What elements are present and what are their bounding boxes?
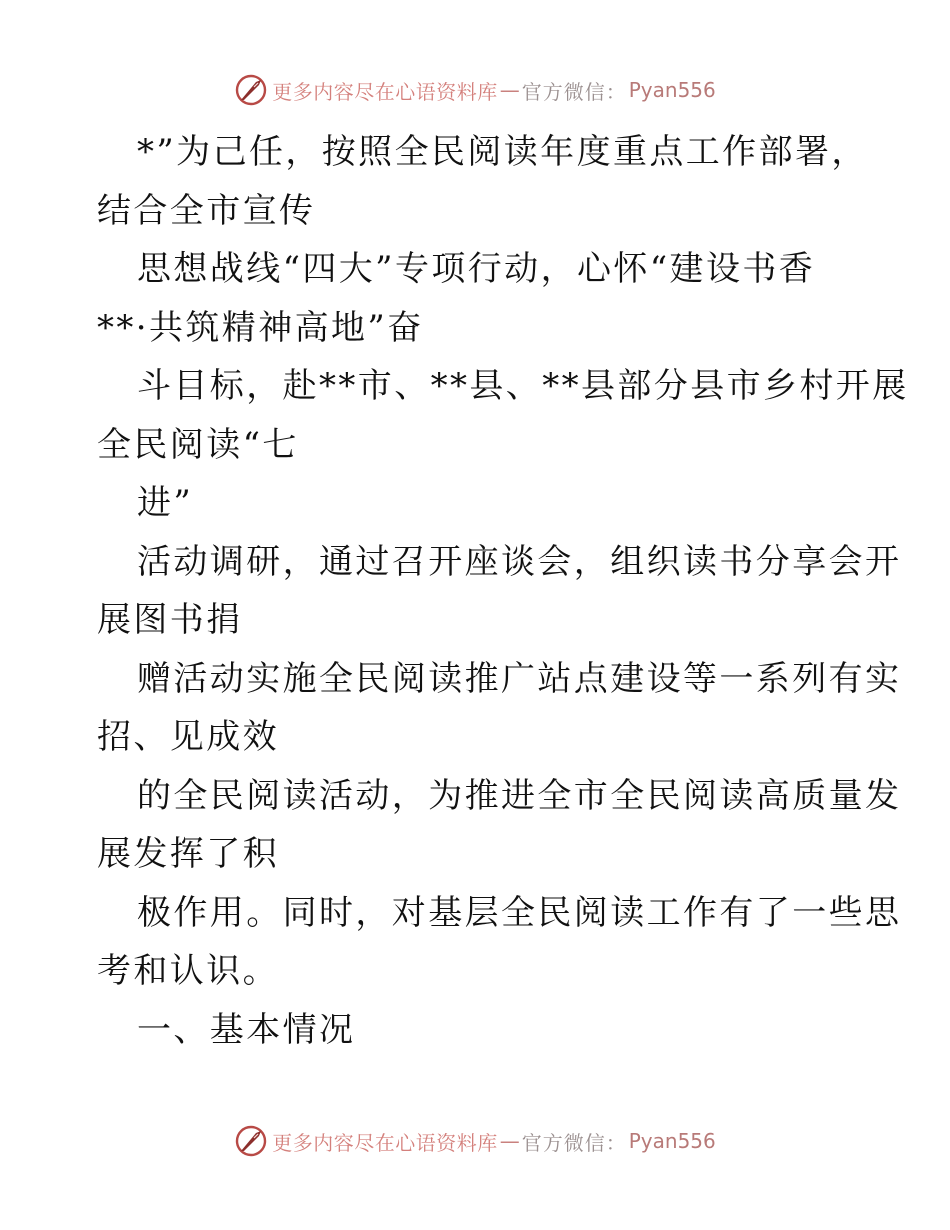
header-watermark bbox=[0, 70, 950, 110]
text-line: 全民阅读“七 bbox=[97, 424, 299, 465]
watermark-text: 更多内容尽在心语资料库 bbox=[272, 79, 498, 104]
quill-logo-icon bbox=[234, 73, 268, 107]
watermark-id: Pyan556 bbox=[628, 78, 716, 102]
watermark-label: 官方微信： bbox=[521, 1130, 627, 1155]
text-line: 招、见成效 bbox=[97, 717, 279, 757]
watermark-label: 官方微信： bbox=[521, 79, 627, 104]
document-body bbox=[97, 123, 909, 1059]
text-line: 一、基本情况 bbox=[137, 1009, 356, 1050]
text-line: 斗目标，赴**市、**县、**县部分县市乡村开展 bbox=[137, 366, 909, 406]
text-line: 进” bbox=[137, 483, 194, 523]
text-line: 活动调研，通过召开座谈会，组织读书分享会开 bbox=[137, 541, 902, 582]
footer-watermark bbox=[0, 1121, 950, 1161]
text-line: 考和认识。 bbox=[97, 951, 279, 991]
text-line: 极作用。同时，对基层全民阅读工作有了一些思 bbox=[137, 892, 902, 933]
text-line: **·共筑精神高地”奋 bbox=[97, 307, 424, 348]
text-line: 展发挥了积 bbox=[97, 834, 279, 874]
text-line: 思想战线“四大”专项行动，心怀“建设书香 bbox=[137, 249, 816, 289]
watermark-separator: — bbox=[499, 78, 520, 102]
text-line: 的全民阅读活动，为推进全市全民阅读高质量发 bbox=[137, 775, 902, 816]
watermark-id: Pyan556 bbox=[628, 1129, 716, 1153]
text-line: 赠活动实施全民阅读推广站点建设等一系列有实 bbox=[137, 658, 902, 699]
text-line: 展图书捐 bbox=[97, 600, 243, 640]
text-line: 结合全市宣传 bbox=[97, 190, 316, 231]
quill-logo-icon bbox=[234, 1124, 268, 1158]
watermark-text: 更多内容尽在心语资料库 bbox=[272, 1130, 498, 1155]
text-line: *”为己任，按照全民阅读年度重点工作部署， bbox=[137, 132, 868, 172]
watermark-separator: — bbox=[499, 1129, 520, 1153]
